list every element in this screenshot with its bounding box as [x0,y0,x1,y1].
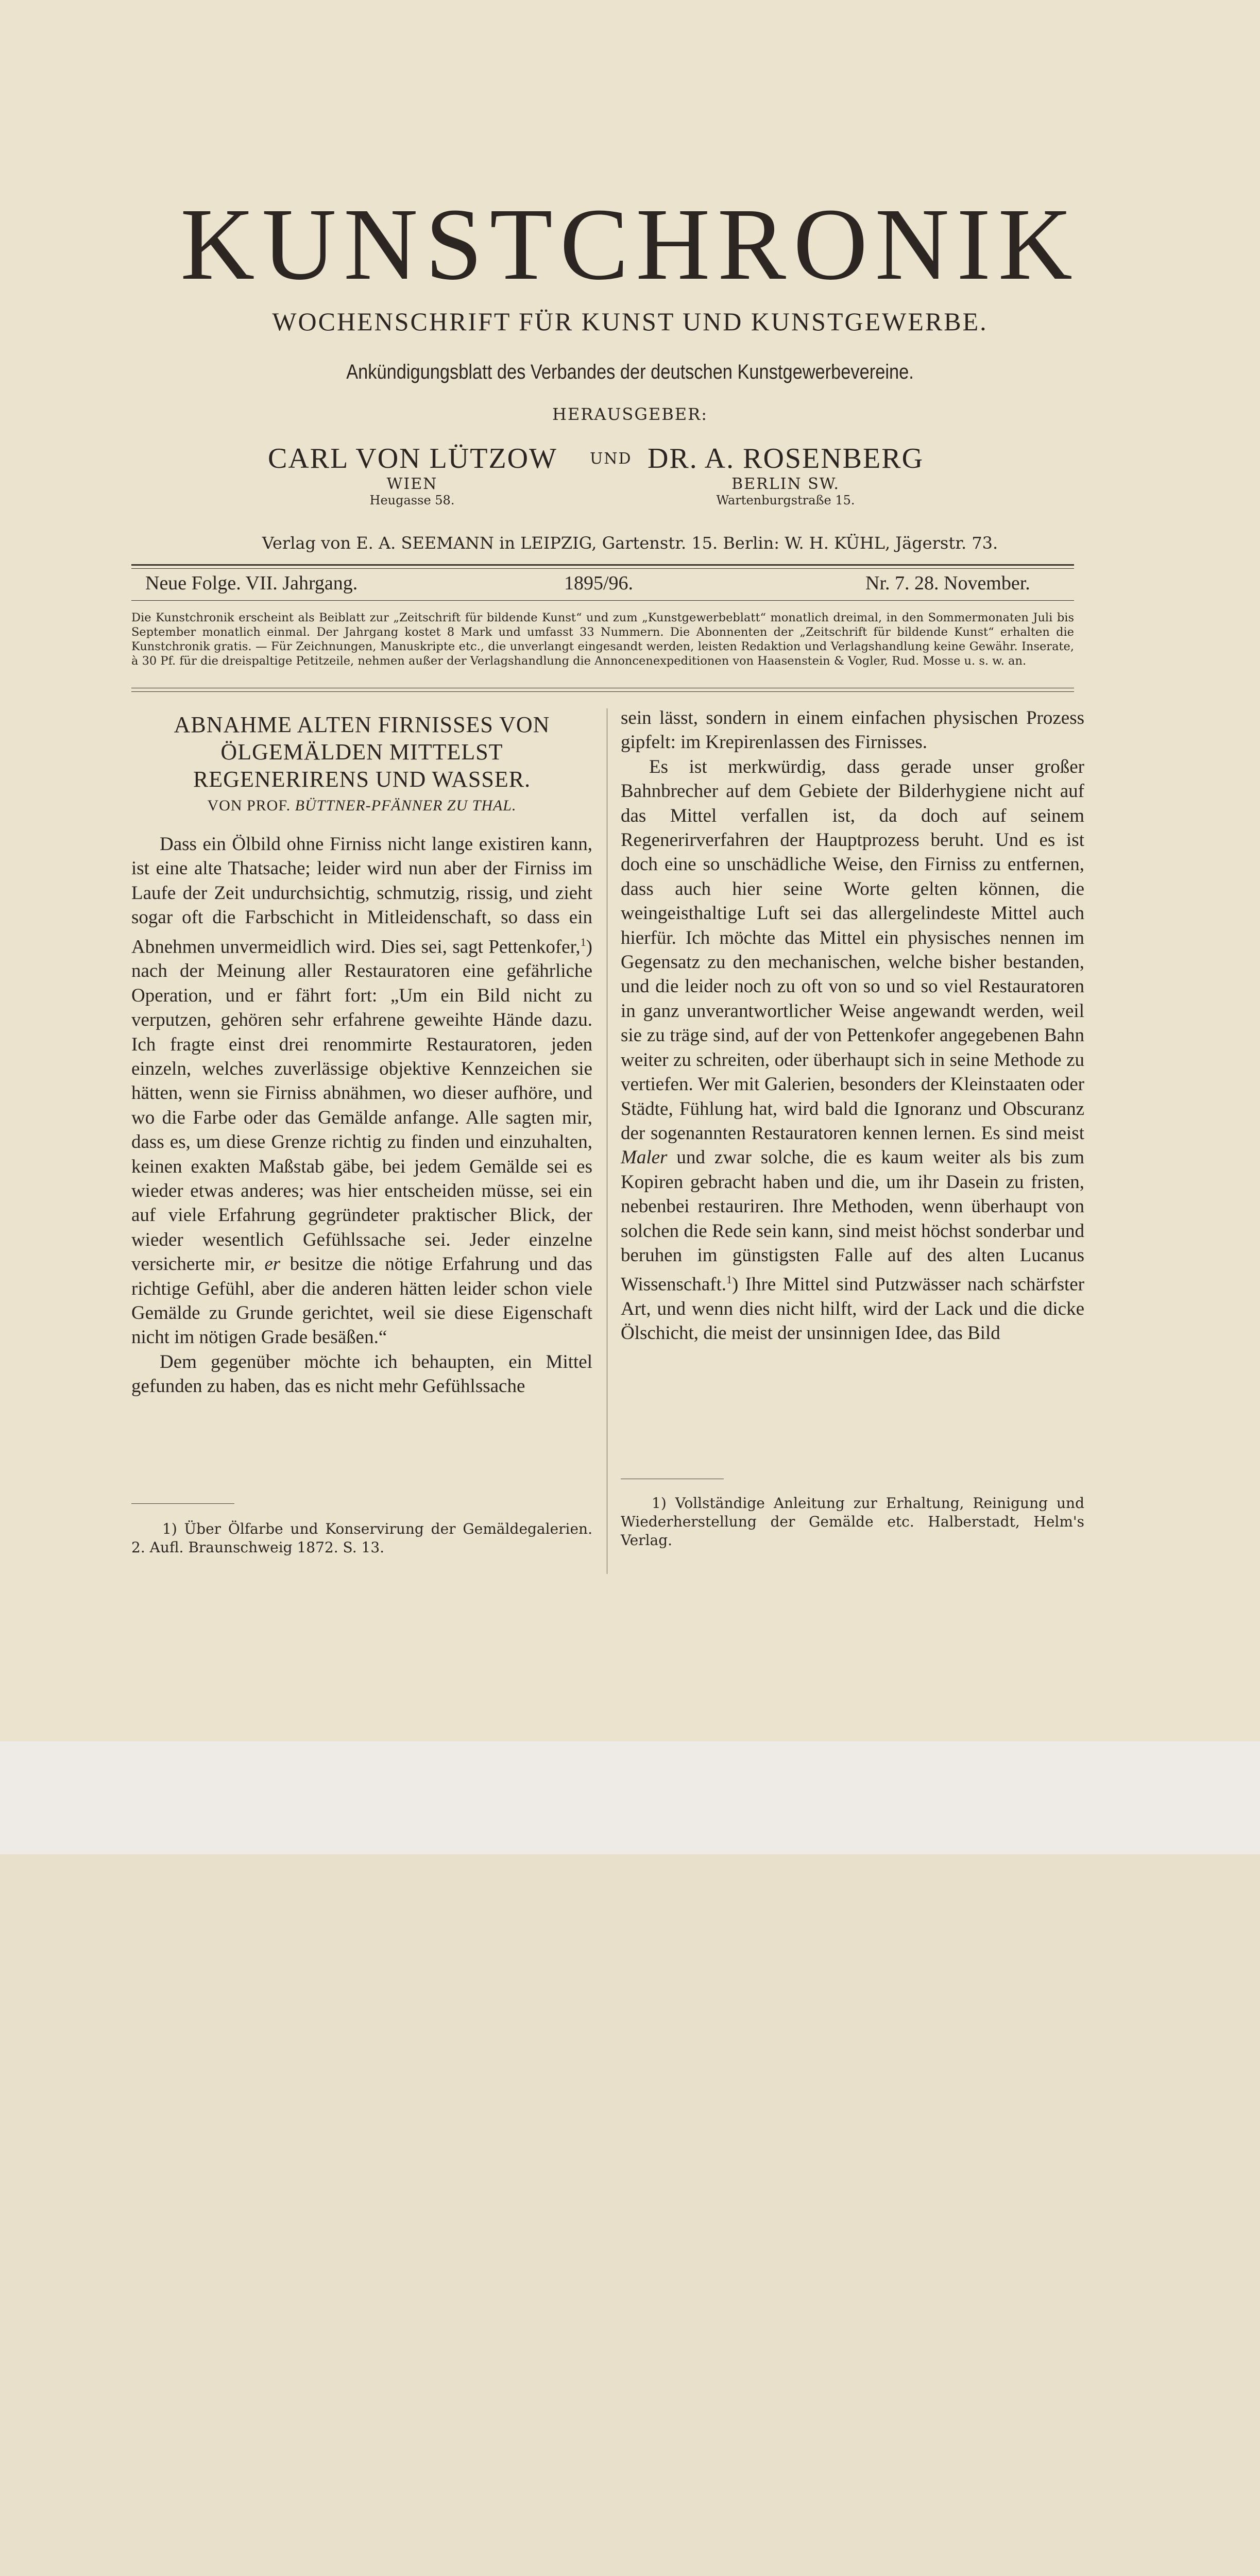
byline-author: BÜTTNER-PFÄNNER ZU THAL. [295,797,517,814]
editors-heading: HERAUSGEBER: [552,404,708,424]
editor-2 [641,442,930,507]
top-rule [131,564,1074,566]
editor-1 [268,442,556,507]
issue-rule [131,600,1074,601]
editors-conjunction: UND [590,450,632,468]
left-paragraph-2: Dem gegenüber möchte ich behaupten, ein Mittel gefunden zu haben, das es nicht mehr Gefühlssache [131,1351,592,1397]
right-paragraph-1: sein lässt, sondern in einem einfachen physischen Prozess gipfelt: im Krepirenlassen des Firnisses. [621,707,1084,753]
issue-number: Nr. 7. 28. November. [865,572,1030,594]
notice-rule-2 [131,691,1074,692]
article-byline [131,797,592,815]
editor-1-name: CARL VON LÜTZOW [268,443,557,474]
issue-year: 1895/96. [564,572,634,594]
footnote-ref: 1 [580,935,586,948]
right-paragraph-2: Es ist merkwürdig, dass gerade unser großer Bahnbrecher auf dem Gebiete der Bilderhygiene nicht auf das Mittel verfallen ist, da doch auf seinem Regenerirverfahren der Hauptprozess beruht. Und es ist doch eine so unschädliche Weise, den Firniss zu entfernen, dass auch hier seine Worte gelten können, die weingeisthaltige Luft sei das allergelindeste Mittel auch hierfür. Ich möchte das Mittel ein physisches nennen im Gegensatz zu den mechanischen, welche bisher bestanden, und die leider noch zu oft von so und so viel Restauratoren in ganz unverantwortlicher Weise angewandt werden, weil sie zu träge sind, auf der von Pettenkofer angegebenen Bahn weiter zu schreiten, oder überhaupt sich in seine Methode zu vertiefen. Wer mit Galerien, besonders der Kleinstaaten oder Städte, Fühlung hat, wird bald die Ignoranz und Obscuranz der sogenannten Restauratoren kennen lernen. Es sind meist Maler und zwar solche, die es kaum weiter als bis zum Kopiren gebracht haben und die, um ihr Dasein zu fristen, nebenbei restauriren. Ihre Methoden, wenn überhaupt von solchen die Rede sein kann, sind meist höchst sonderbar und beruhen im günstigsten Falle auf des alten Lucanus Wissenschaft.$^1$) Ihre Mittel sind Putzwässer nach schärfster Art, und wenn dies nicht hilft, wird der Lack und die dicke Ölschicht, die meist der unsinnigen Idee, das Bild [621,756,1084,1344]
editor-2-name: DR. A. ROSENBERG [647,443,924,474]
article-title: ABNAHME ALTEN FIRNISSES VON ÖLGEMÄLDEN MITTELST REGENERIRENS UND WASSER. [174,712,550,792]
footer-bar [0,1741,1260,1854]
footnote-ref: 1 [726,1273,733,1286]
left-footnote-rule [131,1503,234,1504]
right-column [621,706,1084,1346]
journal-subtitle: WOCHENSCHRIFT FÜR KUNST UND KUNSTGEWERBE. [272,307,988,336]
left-column [131,832,592,1399]
announcement-line: Ankündigungsblatt des Verbandes der deutschen Kunstgewerbevereine. [346,361,914,383]
article-header [131,711,592,815]
publisher-line: Verlag von E. A. SEEMANN in LEIPZIG, Gartenstr. 15. Berlin: W. H. KÜHL, Jägerstr. 73. [262,533,998,553]
left-paragraph-1: Dass ein Ölbild ohne Firniss nicht lange existiren kann, ist eine alte Thatsache; leider wird nun aber der Firniss im Laufe der Zeit undurchsichtig, schmutzig, rissig, und zieht sogar oft die Farbschicht in Mitleidenschaft, so dass ein Abnehmen unvermeidlich wird. Dies sei, sagt Pettenkofer,$^1$) nach der Meinung aller Restauratoren eine gefährliche Operation, und er fährt fort: „Um ein Bild nicht zu verputzen, gehören sehr erfahrene geweihte Hände dazu. Ich fragte einst drei renommirte Restauratoren, jeden einzeln, welches zuverlässige objektive Kennzeichen sie hätten, wenn sie Firniss abnähmen, wo dieser aufhöre, und wo die Farbe oder das Gemälde anfange. Alle sagten mir, dass es, um diese Grenze richtig zu finden und einzuhalten, keinen exakten Maßstab gäbe, bei jedem Gemälde sei es wieder etwas anderes; was hier entscheiden müsse, sei ein auf viele Erfahrung gegründeter praktischer Blick, der wieder wesentlich Gefühlssache sei. Jeder einzelne versicherte mir, er besitze die nötige Erfahrung und das richtige Gefühl, aber die anderen hätten leider schon viele Gemälde zu Grunde gerichtet, weil sie diese Eigenschaft nicht im nötigen Grade besäßen.“ [131,834,592,1348]
journal-title: KUNSTCHRONIK [180,188,1080,301]
editor-1-address: Heugasse 58. [369,493,455,507]
subscription-notice: Die Kunstchronik erscheint als Beiblatt zur „Zeitschrift für bildende Kunst“ und zum „Kunstgewerbeblatt“ monatlich dreimal, in den Sommermonaten Juli bis September monatlich einmal. Der Jahrgang kostet 8 Mark und umfasst 33 Nummern. Die Abonnenten der „Zeitschrift für bildende Kunst“ erhalten die Kunstchronik gratis. — Für Zeichnungen, Manuskripte etc., die unverlangt eingesandt werden, leisten Redaktion und Verlagshandlung keine Gewähr. Inserate, à 30 Pf. für die dreispaltige Petitzeile, nehmen außer der Verlagshandlung die Annoncenexpeditionen von Haasenstein & Vogler, Rud. Mosse u. s. w. an. [131,611,1074,668]
issue-series: Neue Folge. VII. Jahrgang. [145,572,358,594]
editor-1-city: WIEN [386,475,438,493]
left-footnote: 1) Über Ölfarbe und Konservirung der Gemäldegalerien. 2. Aufl. Braunschweig 1872. S. 13. [131,1520,592,1556]
byline-prefix: VON PROF. [207,797,295,814]
editor-2-city: BERLIN SW. [731,475,840,493]
top-rule-thin [131,568,1074,569]
right-footnote: 1) Vollständige Anleitung zur Erhaltung, Reinigung und Wiederherstellung der Gemälde etc. Halberstadt, Helm's Verlag. [621,1495,1084,1549]
editor-2-address: Wartenburgstraße 15. [716,493,855,507]
